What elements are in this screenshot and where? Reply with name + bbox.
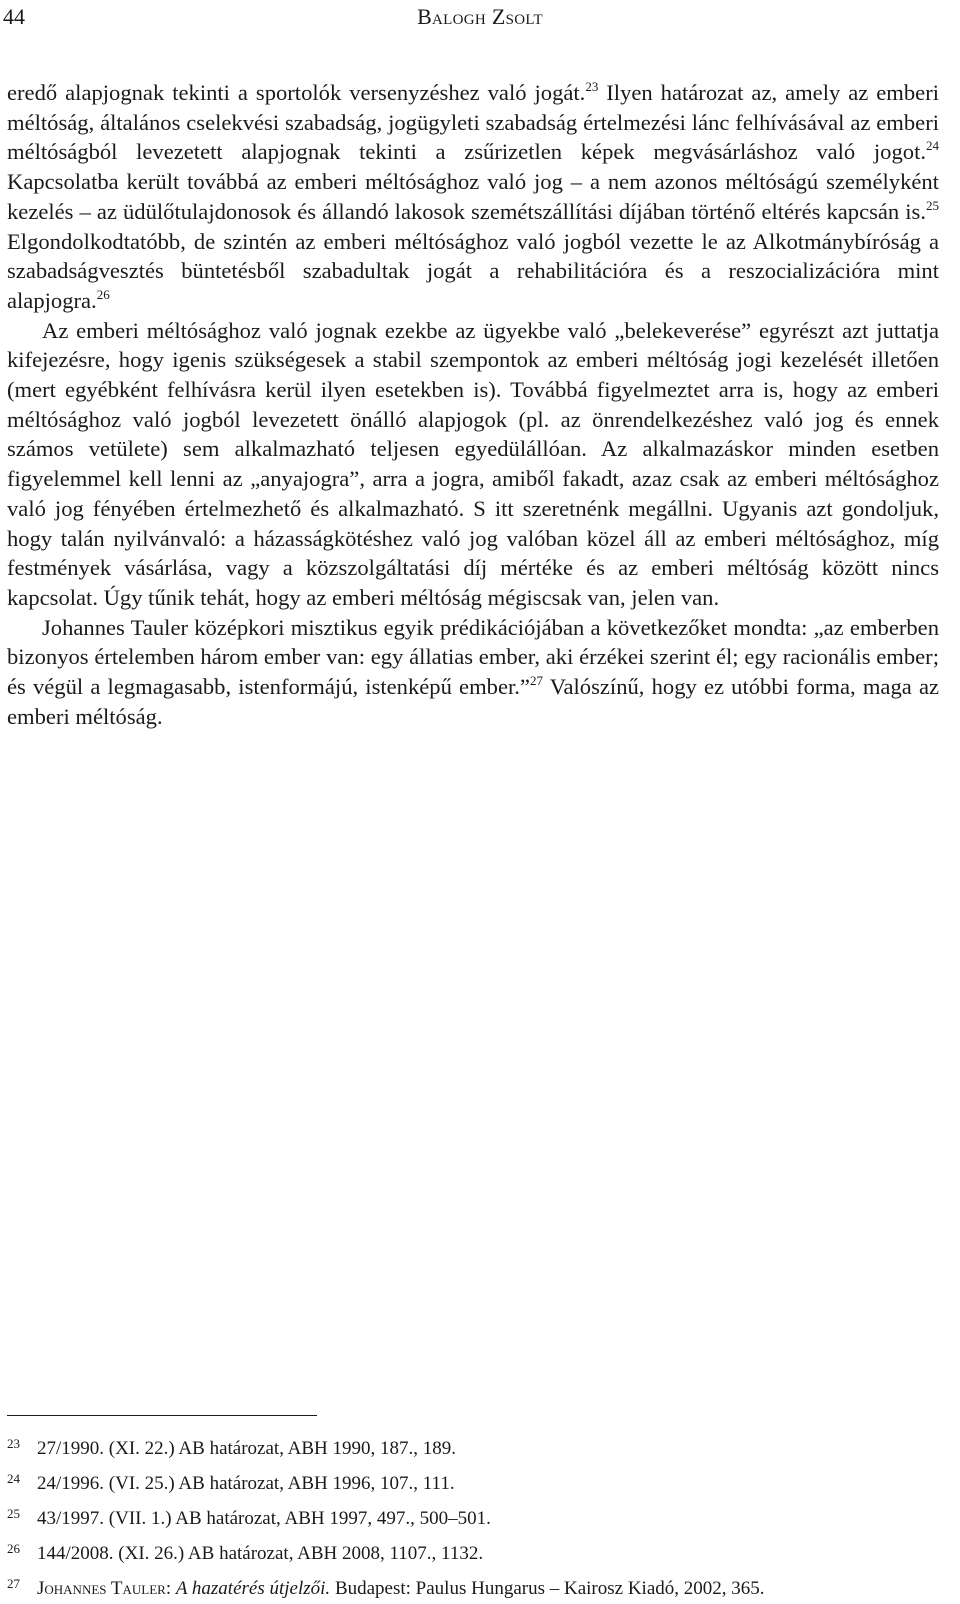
footnote-25 (7, 1499, 939, 1534)
paragraph-3 (7, 613, 939, 732)
footnote-23 (7, 1429, 939, 1464)
footnote-number: 25 (7, 1506, 20, 1521)
footnotes (7, 1429, 939, 1604)
footnote-text: 43/1997. (VII. 1.) AB határozat, ABH 1997, 497., 500–501. (37, 1508, 491, 1529)
page-number: 44 (3, 4, 25, 29)
p1-sentence-3: Kapcsolatba került továbbá az emberi méltósághoz való jog – a nem azonos méltóságú személyként kezelés – az üdülőtulajdonosok és állandó lakosok szemétszállítási díjában történő eltérés kapcsán is. (7, 169, 939, 224)
p1-sentence-1: eredő alapjognak tekinti a sportolók versenyzéshez való jogát. (7, 80, 586, 105)
body-text (7, 78, 939, 731)
footnote-ref-27: 27 (529, 673, 543, 689)
p1-sentence-4: Elgondolkodtatóbb, de szintén az emberi méltósághoz való jogból vezette le az Alkotmánybíróság a szabadságvesztés büntetésből szabadultak jogát a rehabilitációra és a reszocializációra mint alapjogra. (7, 228, 939, 313)
footnote-text: 144/2008. (XI. 26.) AB határozat, ABH 2008, 1107., 1132. (37, 1543, 484, 1564)
footnote-number: 26 (7, 1541, 20, 1556)
running-head: Balogh Zsolt (417, 4, 543, 29)
footnote-text: 27/1990. (XI. 22.) AB határozat, ABH 1990, 187., 189. (37, 1438, 457, 1459)
footnote-ref-24: 24 (926, 138, 939, 154)
paragraph-2: Az emberi méltósághoz való jognak ezekbe az ügyekbe való „belekeverése” egyrészt azt juttatja kifejezésre, hogy igenis szükségesek a stabil szempontok az emberi méltóság jogi kezelését illetően (mert egyébként felhívásra kerül ilyen esetekben is). Továbbá figyelmeztet arra is, hogy az emberi méltósághoz való jogból levezetett önálló alapjogok (pl. az önrendelkezéshez való jog és ennek számos vetülete) sem alkalmazható teljesen egyedülállóan. Az alkalmazáskor minden esetben figyelemmel kell lenni az „anyajogra”, arra a jogra, amiből fakadt, azaz csak az emberi méltósághoz való jog fényében értelmezhető és alkalmazható. S itt szeretnénk megállni. Ugyanis azt gondoljuk, hogy talán nyilvánvaló: a házasságkötéshez való jog valóban közel áll az emberi méltósághoz, míg festmények vásárlása, vagy a közszolgáltatási díj mértéke és az emberi méltóság között nincs kapcsolat. Úgy tűnik tehát, hogy az emberi méltóság mégiscsak van, jelen van. (7, 317, 939, 610)
footnote-number: 24 (7, 1471, 20, 1486)
footnote-publication: Budapest: Paulus Hungarus – Kairosz Kiadó, 2002, 365. (330, 1578, 765, 1599)
footnote-ref-23: 23 (585, 79, 599, 94)
page-header (0, 2, 960, 32)
footnote-ref-25: 25 (926, 197, 939, 213)
footnote-author: Johannes Tauler: (37, 1578, 172, 1599)
footnote-text: 24/1996. (VI. 25.) AB határozat, ABH 1996, 107., 111. (37, 1473, 455, 1494)
p3-sentence-2: Valószínű, hogy ez utóbbi forma, maga az emberi méltóság. (7, 674, 939, 729)
footnote-27 (7, 1569, 939, 1604)
paragraph-1 (7, 78, 939, 316)
footnote-26 (7, 1534, 939, 1569)
footnote-rule (7, 1415, 317, 1416)
footnote-book-title: A hazatérés útjelzői. (175, 1578, 331, 1599)
p3-sentence-1: Johannes Tauler középkori misztikus egyik prédikációjában a következőket mondta: „az emberben bizonyos értelemben három ember van: egy állatias ember, aki érzékei szerint él; egy racionális ember; és végül a legmagasabb, istenformájú, istenképű ember.” (7, 614, 939, 700)
p1-sentence-2: Ilyen határozat az, amely az emberi méltóság, általános cselekvési szabadság, jogügyleti szabadság értelmezési lánc felhívásával az emberi méltóságból levezetett alapjognak tekinti a zsűrizetlen képek megvásárláshoz való jogot. (7, 80, 939, 165)
footnote-number: 27 (7, 1576, 20, 1591)
footnote-number: 23 (7, 1436, 20, 1451)
footnote-24 (7, 1464, 939, 1499)
footnote-ref-26: 26 (96, 286, 110, 302)
